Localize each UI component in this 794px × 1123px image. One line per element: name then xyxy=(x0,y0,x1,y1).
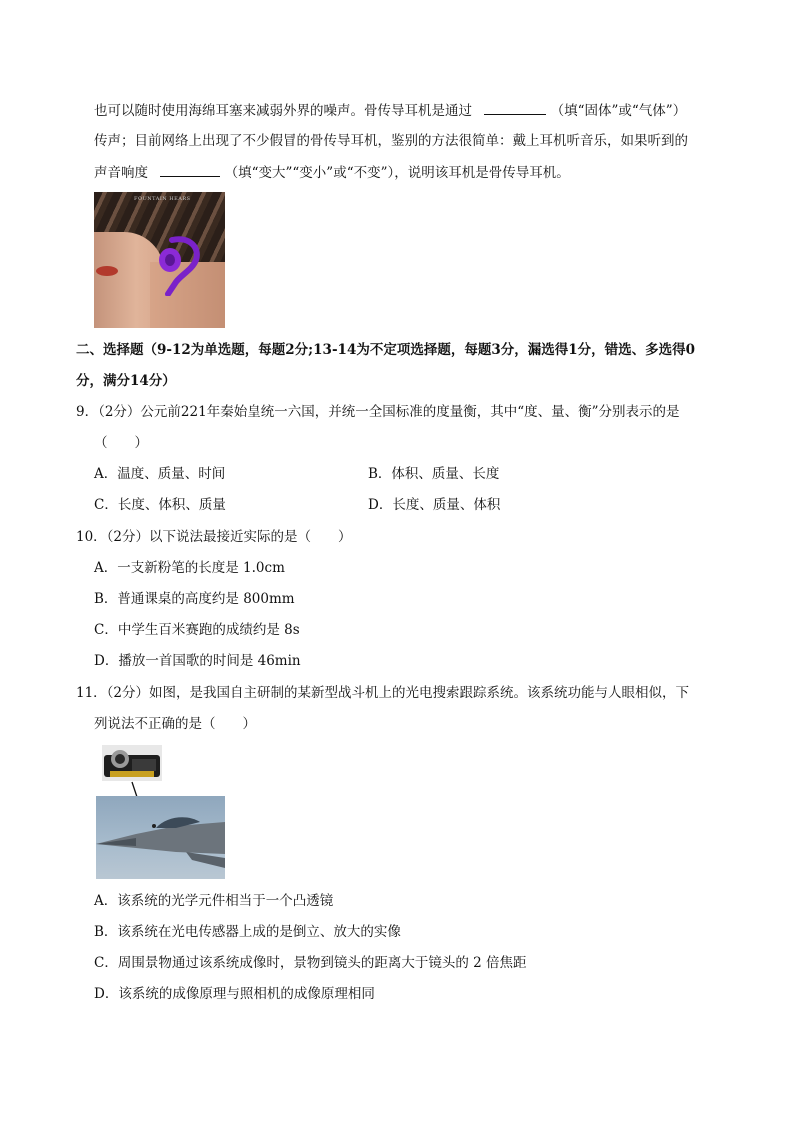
photo-caption: FOUNTAIN HEARS xyxy=(134,196,191,202)
q9-option-b-text: B．体积、质量、长度 xyxy=(368,466,500,482)
q9-option-a[interactable] xyxy=(94,464,225,484)
intro-line-3-hint: （填“变大”“变小”或“不变”），说明该耳机是骨传导耳机。 xyxy=(224,165,570,181)
section-2-scoring: 分，满分14分） xyxy=(76,373,176,389)
q9-stem-line-2 xyxy=(94,433,148,453)
answer-blank-1[interactable] xyxy=(484,100,546,115)
intro-line-1-hint: （填“固体”或“气体”） xyxy=(550,103,687,119)
q11-option-d[interactable] xyxy=(94,984,375,1004)
q9-answer-paren: （ ） xyxy=(94,435,148,451)
q9-stem-line-1 xyxy=(76,402,680,422)
q10-option-a-text: A．一支新粉笔的长度是 1.0cm xyxy=(94,560,285,576)
photo-eye xyxy=(96,266,118,276)
q11-option-d-text: D．该系统的成像原理与照相机的成像原理相同 xyxy=(94,986,375,1002)
answer-blank-2[interactable] xyxy=(160,162,220,177)
q9-option-b[interactable] xyxy=(368,464,499,484)
section-2-title: 二、选择题（9-12为单选题，每题2分;13-14为不定项选择题，每题3分，漏选得1分，错选、多选得0 xyxy=(76,342,696,358)
q9-option-c[interactable] xyxy=(94,495,226,515)
bone-conduction-headset-photo xyxy=(94,192,225,328)
section-2-header-line-2 xyxy=(76,371,176,391)
intro-line-3-text: 声音响度 xyxy=(94,165,148,181)
intro-line-1 xyxy=(94,100,686,121)
intro-line-1-text: 也可以随时使用海绵耳塞来减弱外界的噪声。骨传导耳机是通过 xyxy=(94,103,472,119)
q10-stem xyxy=(76,527,352,547)
q10-stem-text: 10．（2分）以下说法最接近实际的是（ ） xyxy=(76,529,352,545)
q9-option-d[interactable] xyxy=(368,495,500,515)
q11-option-a[interactable] xyxy=(94,891,333,911)
intro-line-3 xyxy=(94,162,570,183)
q11-stem-text-2: 列说法不正确的是（ ） xyxy=(94,716,256,732)
q11-option-c-text: C．周围景物通过该系统成像时，景物到镜头的距离大于镜头的 2 倍焦距 xyxy=(94,955,527,971)
q10-option-d-text: D．播放一首国歌的时间是 46min xyxy=(94,653,301,669)
q11-option-c[interactable] xyxy=(94,953,527,973)
q11-stem-line-1 xyxy=(76,683,689,703)
q11-stem-line-2 xyxy=(94,714,256,734)
intro-line-2-text: 传声；目前网络上出现了不少假冒的骨传导耳机，鉴别的方法很简单：戴上耳机听音乐，如果听到的 xyxy=(94,133,688,149)
q10-option-a[interactable] xyxy=(94,558,285,578)
q10-option-c-text: C．中学生百米赛跑的成绩约是 8s xyxy=(94,622,300,638)
q9-option-c-text: C．长度、体积、质量 xyxy=(94,497,226,513)
q10-option-d[interactable] xyxy=(94,651,301,671)
tracking-camera-photo xyxy=(102,745,162,781)
q11-option-b[interactable] xyxy=(94,922,401,942)
section-2-header-line-1 xyxy=(76,340,695,360)
q10-option-b[interactable] xyxy=(94,589,295,609)
q11-stem-text: 11．（2分）如图，是我国自主研制的某新型战斗机上的光电搜索跟踪系统。该系统功能与人眼相似，下 xyxy=(76,685,690,701)
q11-option-a-text: A．该系统的光学元件相当于一个凸透镜 xyxy=(94,893,334,909)
q10-option-b-text: B．普通课桌的高度约是 800mm xyxy=(94,591,295,607)
q9-option-a-text: A．温度、质量、时间 xyxy=(94,466,226,482)
intro-line-2 xyxy=(94,131,688,151)
fighter-jet-icon xyxy=(96,796,225,879)
q11-option-b-text: B．该系统在光电传感器上成的是倒立、放大的实像 xyxy=(94,924,401,940)
q9-option-d-text: D．长度、质量、体积 xyxy=(368,497,501,513)
camera-module-icon xyxy=(102,745,162,781)
q10-option-c[interactable] xyxy=(94,620,300,640)
fighter-jet-photo xyxy=(96,796,225,879)
q9-stem-text: 9．（2分）公元前221年秦始皇统一六国，并统一全国标准的度量衡，其中“度、量、衡”分别表示的是 xyxy=(76,404,680,420)
purple-headset-icon xyxy=(152,234,202,296)
